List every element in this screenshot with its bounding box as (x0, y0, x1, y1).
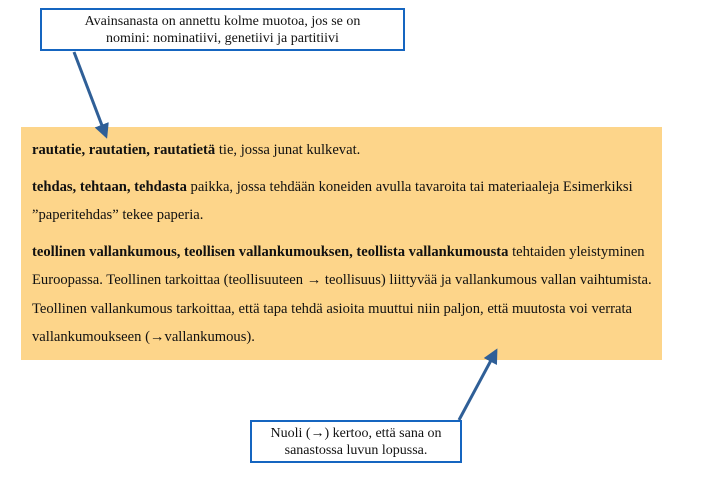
glossary-definition: paikka, jossa tehdään koneiden avulla tavaroita tai materiaaleja Esimerkiksi ”paperitehdas” tekee paperia. (32, 178, 633, 223)
callout-top-line-2: nomini: nominatiivi, genetiivi ja partitiivi (106, 31, 339, 46)
glossary-term: tehdas, tehtaan, tehdasta (32, 178, 187, 195)
glossary-definition: tehtaiden yleistyminen Euroopassa. Teollinen tarkoittaa (teollisuuteen → teollisuus) liittyvää ja vallankumous vallan vaihtumista. Teollinen vallankumous tarkoittaa, että tapa tehdä asioita muuttui niin paljon, että muutosta voi verrata vallankumoukseen (→vallankumous). (32, 243, 652, 345)
callout-inflection-note (40, 8, 405, 51)
callout-bottom-line-1: Nuoli (→) kertoo, että sana on (270, 426, 442, 441)
glossary-entry-rautatie (32, 136, 652, 165)
arrow-to-inflected-forms (74, 52, 106, 136)
callout-arrow-note (250, 420, 462, 463)
glossary-entry-tehdas (32, 173, 652, 230)
glossary-entry-teollinen-vallankumous (32, 238, 652, 352)
callout-bottom-line-2: sanastossa luvun lopussa. (284, 443, 428, 458)
glossary-definition: tie, jossa junat kulkevat. (215, 142, 361, 158)
callout-top-line-1: Avainsanasta on annettu kolme muotoa, jos se on (84, 14, 361, 29)
arrow-to-reference-arrow (459, 351, 496, 420)
glossary-term: rautatie, rautatien, rautatietä (32, 142, 216, 158)
glossary-term: teollinen vallankumous, teollisen vallankumouksen, teollista vallankumousta (32, 243, 509, 260)
glossary-box (21, 127, 662, 360)
